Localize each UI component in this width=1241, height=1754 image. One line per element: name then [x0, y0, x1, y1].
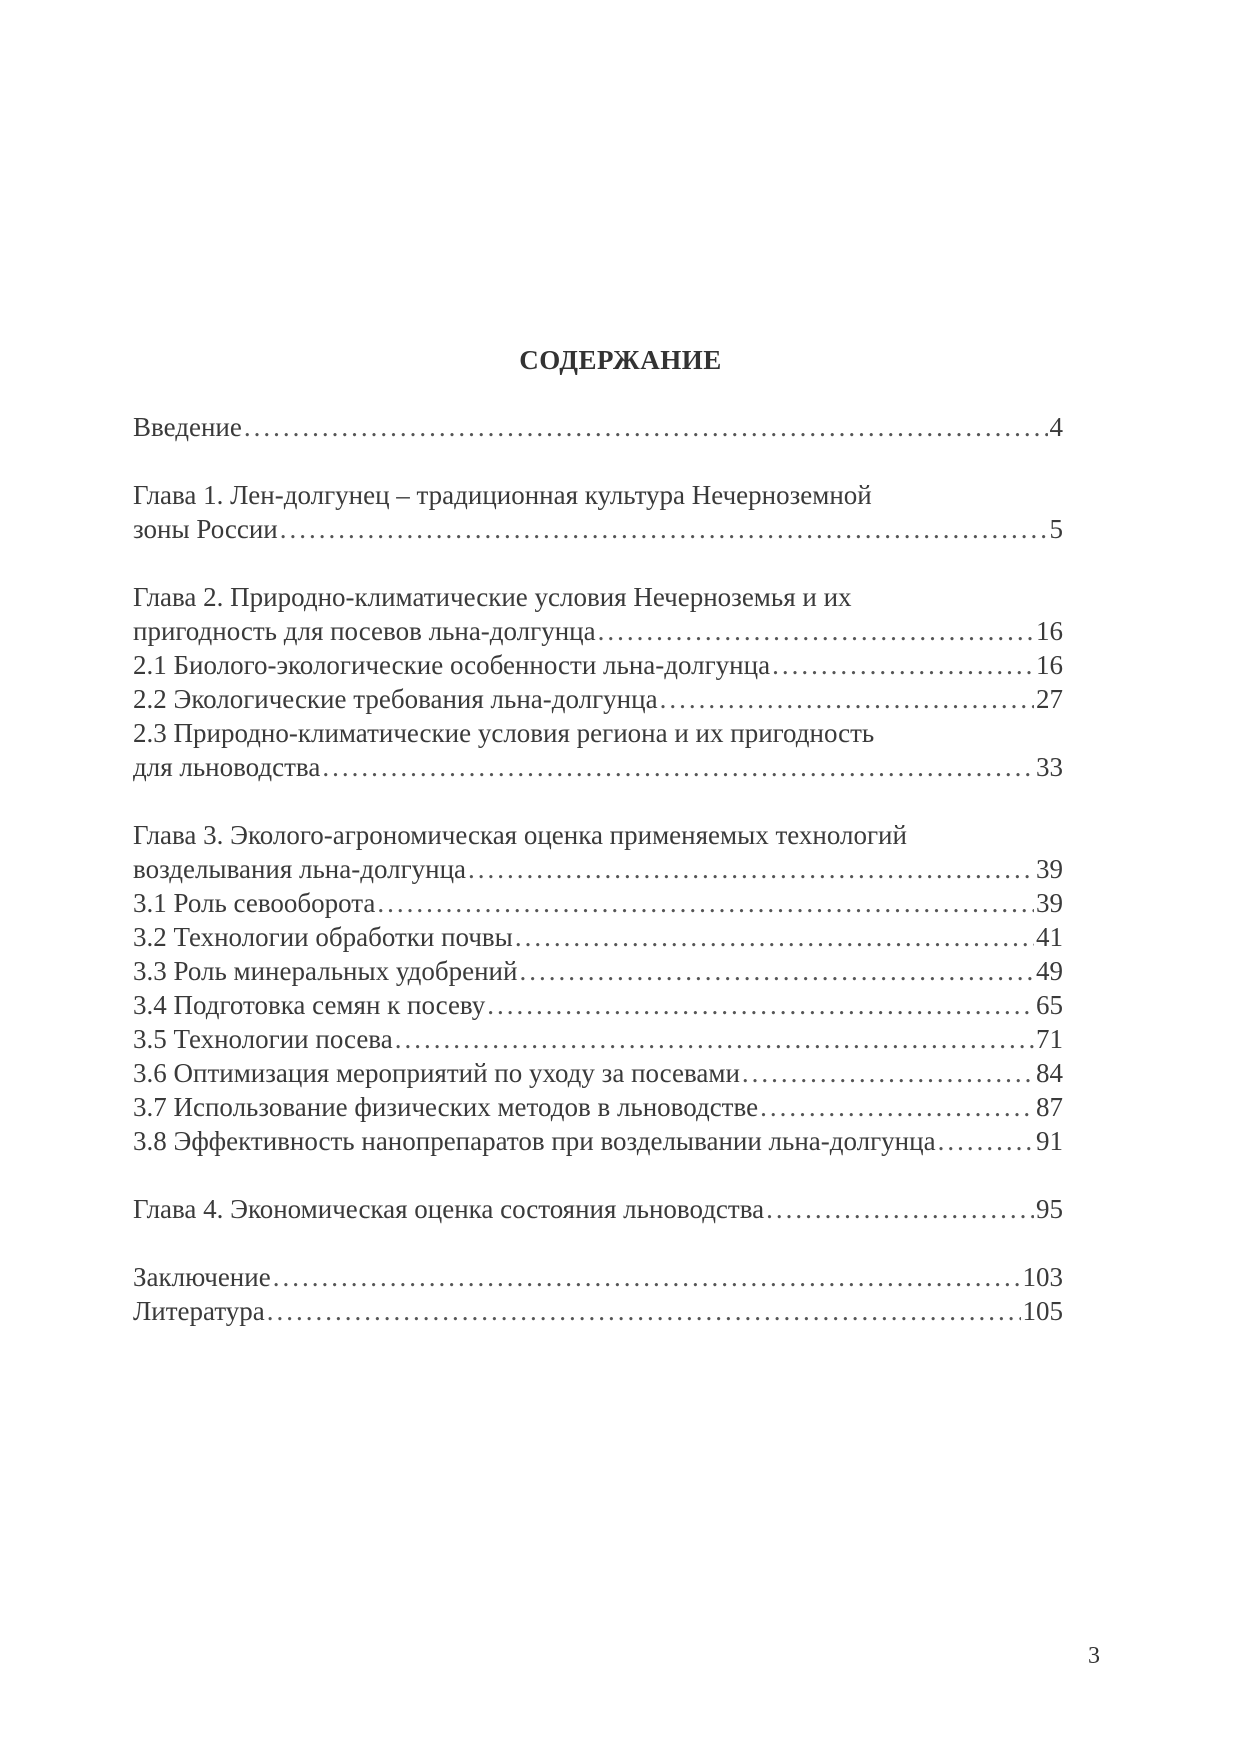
dot-leader [519, 954, 1034, 988]
dot-leader [760, 1090, 1034, 1124]
toc-entry-title: Глава 4. Экономическая оценка состояния льноводства [133, 1194, 765, 1224]
toc-entry-title: для льноводства [133, 752, 321, 782]
toc-entry-title: возделывания льна-долгунца [133, 854, 467, 884]
toc-entry-title: Литература [133, 1296, 265, 1326]
toc-entry-title-line: Глава 3. Эколого-агрономическая оценка применяемых технологий [133, 820, 907, 850]
toc-entry-title-line: 2.3 Природно-климатические условия региона и их пригодность [133, 718, 875, 748]
toc-entry-page: 91 [1036, 1126, 1063, 1156]
toc-entry-page: 65 [1036, 990, 1063, 1020]
toc-entry-page: 84 [1036, 1058, 1063, 1088]
table-of-contents [133, 410, 1063, 1328]
toc-entry-page: 105 [1022, 1296, 1063, 1326]
dot-leader [267, 1294, 1021, 1328]
toc-entry-page: 103 [1022, 1262, 1063, 1292]
toc-entry[interactable] [133, 1124, 1063, 1158]
dot-leader [515, 920, 1034, 954]
toc-entry[interactable] [133, 682, 1063, 716]
toc-entry-title: 3.7 Использование физических методов в льноводстве [133, 1092, 759, 1122]
toc-entry[interactable] [133, 648, 1063, 682]
toc-entry-page: 87 [1036, 1092, 1063, 1122]
toc-entry[interactable] [133, 920, 1063, 954]
toc-entry[interactable] [133, 580, 1063, 648]
toc-entry-title: 2.1 Биолого-экологические особенности льна-долгунца [133, 650, 771, 680]
toc-entry-page: 33 [1036, 752, 1063, 782]
toc-entry[interactable] [133, 818, 1063, 886]
dot-leader [938, 1124, 1034, 1158]
toc-entry-title: 3.1 Роль севооборота [133, 888, 376, 918]
dot-leader [377, 886, 1034, 920]
toc-entry[interactable] [133, 886, 1063, 920]
dot-leader [273, 1260, 1021, 1294]
toc-entry-page: 41 [1036, 922, 1063, 952]
toc-entry-title: 3.2 Технологии обработки почвы [133, 922, 513, 952]
toc-entry[interactable] [133, 1260, 1063, 1294]
toc-entry-page: 95 [1036, 1194, 1063, 1224]
toc-entry-page: 27 [1036, 684, 1063, 714]
dot-leader [322, 750, 1034, 784]
toc-entry[interactable] [133, 954, 1063, 988]
toc-entry-title: 3.6 Оптимизация мероприятий по уходу за посевами [133, 1058, 740, 1088]
toc-entry-title: 2.2 Экологические требования льна-долгунца [133, 684, 658, 714]
toc-entry[interactable] [133, 410, 1063, 444]
toc-entry-title-line: Глава 2. Природно-климатические условия Нечерноземья и их [133, 582, 852, 612]
toc-entry-title: 3.3 Роль минеральных удобрений [133, 956, 518, 986]
dot-leader [772, 648, 1034, 682]
toc-entry-title: 3.4 Подготовка семян к посеву [133, 990, 486, 1020]
toc-entry-title: 3.8 Эффективность нанопрепаратов при возделывании льна-долгунца [133, 1126, 936, 1156]
page-number: 3 [1088, 1643, 1100, 1669]
dot-leader [468, 852, 1034, 886]
toc-entry[interactable] [133, 478, 1063, 546]
dot-leader [742, 1056, 1034, 1090]
toc-entry[interactable] [133, 1192, 1063, 1226]
toc-title: СОДЕРЖАНИЕ [519, 345, 722, 375]
toc-entry-page: 16 [1036, 616, 1063, 646]
toc-entry-page: 16 [1036, 650, 1063, 680]
toc-entry-title: Заключение [133, 1262, 271, 1292]
toc-entry[interactable] [133, 716, 1063, 784]
toc-entry-title: пригодность для посевов льна-долгунца [133, 616, 596, 646]
toc-entry[interactable] [133, 1056, 1063, 1090]
toc-entry-title-line: Глава 1. Лен-долгунец – традиционная культура Нечерноземной [133, 480, 872, 510]
toc-entry-page: 39 [1036, 854, 1063, 884]
dot-leader [244, 410, 1048, 444]
toc-entry-title: зоны России [133, 514, 278, 544]
toc-entry-title: Введение [133, 412, 242, 442]
dot-leader [395, 1022, 1034, 1056]
toc-entry-page: 71 [1036, 1024, 1063, 1054]
toc-entry[interactable] [133, 1294, 1063, 1328]
toc-entry-page: 49 [1036, 956, 1063, 986]
dot-leader [598, 614, 1034, 648]
toc-entry[interactable] [133, 1090, 1063, 1124]
toc-entry-page: 5 [1049, 514, 1063, 544]
toc-entry-title: 3.5 Технологии посева [133, 1024, 393, 1054]
toc-entry-page: 39 [1036, 888, 1063, 918]
toc-entry[interactable] [133, 1022, 1063, 1056]
dot-leader [766, 1192, 1034, 1226]
toc-entry-page: 4 [1049, 412, 1063, 442]
dot-leader [487, 988, 1034, 1022]
toc-entry[interactable] [133, 988, 1063, 1022]
dot-leader [280, 512, 1048, 546]
dot-leader [660, 682, 1034, 716]
